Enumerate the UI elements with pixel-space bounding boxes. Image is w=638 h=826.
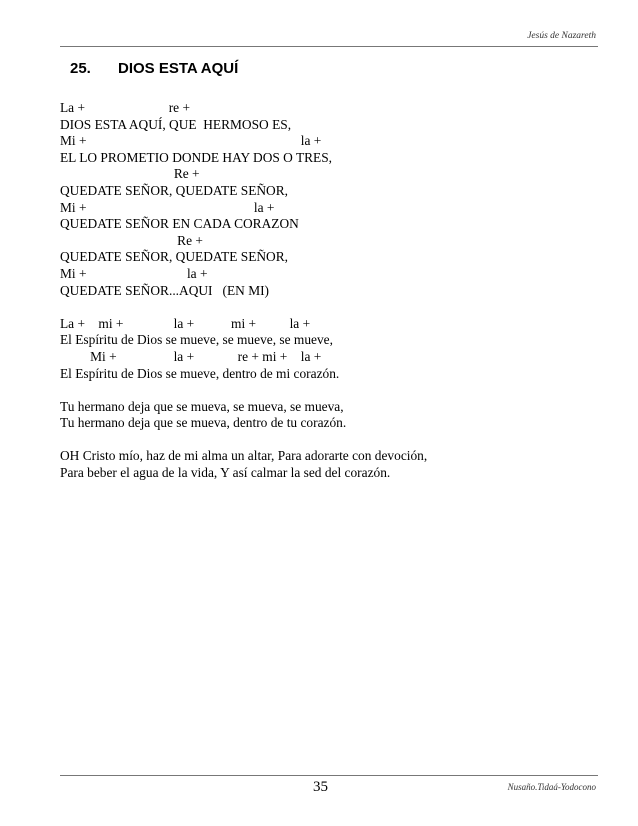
stanza-gap: [60, 299, 620, 316]
song-title: [70, 60, 238, 77]
lyric-line: OH Cristo mío, haz de mi alma un altar, Para adorarte con devoción,: [60, 448, 428, 464]
footer-text: Nusaño.Tidaá-Yodocono: [507, 782, 596, 792]
lyric-line: Mi + la +: [60, 133, 322, 149]
header-rule: [60, 46, 598, 47]
lyric-line: La + re +: [60, 100, 191, 115]
lyric-line: Re +: [60, 166, 200, 182]
song-title-text: DIOS ESTA AQUÍ: [118, 60, 239, 77]
lyric-line: Tu hermano deja que se mueva, dentro de tu corazón.: [60, 415, 347, 431]
lyric-line: El Espíritu de Dios se mueve, dentro de mi corazón.: [60, 365, 340, 381]
lyric-line: QUEDATE SEÑOR, QUEDATE SEÑOR,: [60, 182, 289, 198]
song-number: 25.: [70, 60, 91, 77]
lyric-line: Re +: [60, 232, 203, 248]
stanza-gap: [60, 432, 620, 449]
lyrics-block: [60, 100, 620, 482]
lyric-line: DIOS ESTA AQUÍ, QUE HERMOSO ES,: [60, 116, 292, 132]
lyric-line: Mi + la + re + mi + la +: [60, 348, 322, 364]
lyric-line: EL LO PROMETIO DONDE HAY DOS O TRES,: [60, 149, 333, 165]
lyric-line: QUEDATE SEÑOR...AQUI (EN MI): [60, 282, 270, 298]
lyric-line: La + mi + la + mi + la +: [60, 315, 311, 331]
lyric-line: Mi + la +: [60, 199, 275, 215]
lyric-line: Mi + la +: [60, 265, 208, 281]
lyric-line: Para beber el agua de la vida, Y así calmar la sed del corazón.: [60, 465, 391, 481]
lyric-line: QUEDATE SEÑOR, QUEDATE SEÑOR,: [60, 249, 289, 265]
page-number: 35: [313, 779, 328, 795]
header-text: Jesús de Nazareth: [527, 31, 596, 41]
lyric-line: El Espíritu de Dios se mueve, se mueve, se mueve,: [60, 332, 333, 348]
stanza-gap: [60, 382, 620, 399]
lyric-line: Tu hermano deja que se mueva, se mueva, se mueva,: [60, 398, 344, 414]
lyric-line: QUEDATE SEÑOR EN CADA CORAZON: [60, 216, 299, 232]
footer-rule: [60, 775, 598, 776]
